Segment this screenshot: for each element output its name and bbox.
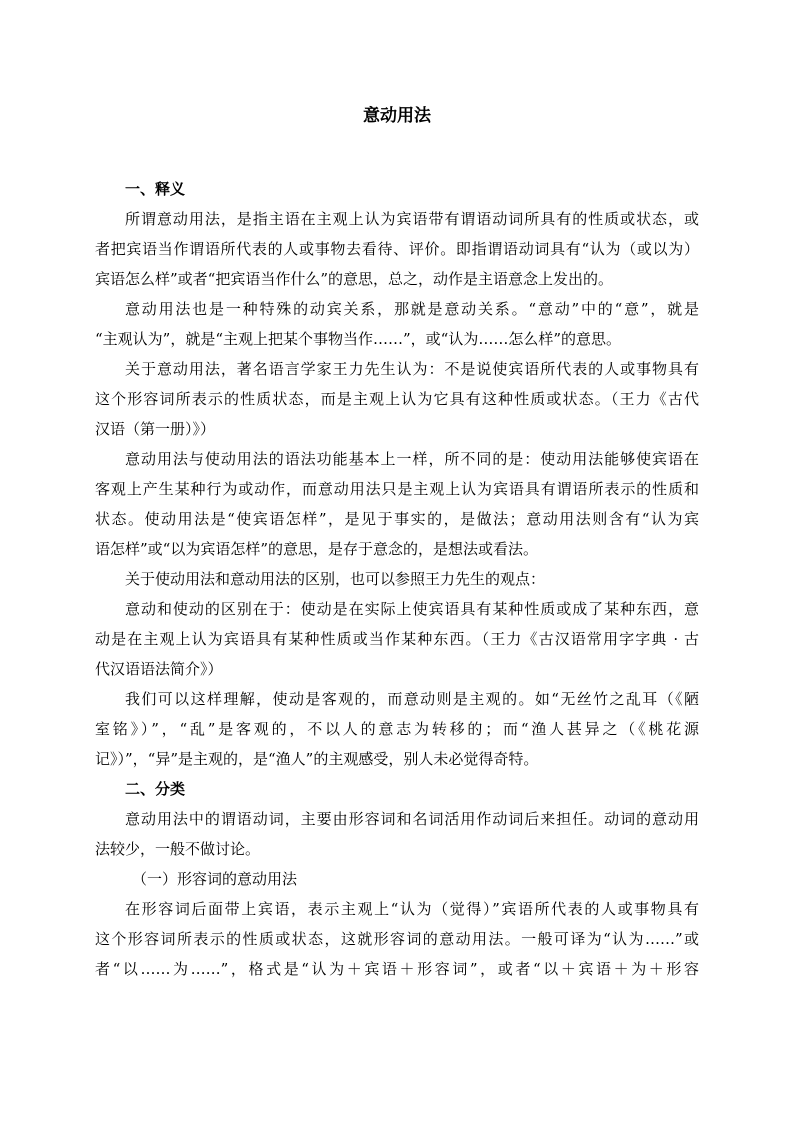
text-line: 这个形容词所表示的性质或状态，这就形容词的意动用法。一般可译为“认为……”或 xyxy=(95,930,699,948)
text-line: 动是在主观上认为宾语具有某种性质或当作某种东西。（王力《古汉语常用字字典 · 古 xyxy=(95,630,699,648)
text-line: 语怎样”或“以为宾语怎样”的意思，是存于意念的，是想法或看法。 xyxy=(95,540,539,558)
text-line: 汉语（第一册）》） xyxy=(95,420,216,438)
text-line: 关于使动用法和意动用法的区别，也可以参照王力先生的观点： xyxy=(125,570,546,588)
text-line: 在形容词后面带上宾语，表示主观上“认为（觉得）”宾语所代表的人或事物具有 xyxy=(125,900,699,918)
text-line: 客观上产生某种行为或动作，而意动用法只是主观上认为宾语具有谓语所表示的性质和 xyxy=(95,480,699,498)
text-line: 代汉语语法简介》） xyxy=(95,660,223,678)
text-line: 这个形容词所表示的性质状态，而是主观上认为它具有这种性质或状态。（王力《古代 xyxy=(95,390,699,408)
text-line: 者“以……为……”，格式是“认为＋宾语＋形容词”，或者“以＋宾语＋为＋形容 xyxy=(95,960,699,978)
text-line: （一）形容词的意动用法 xyxy=(132,870,298,888)
text-line: 关于意动用法，著名语言学家王力先生认为：不是说使宾语所代表的人或事物具有 xyxy=(125,360,699,378)
text-line: 意动用法与使动用法的语法功能基本上一样，所不同的是：使动用法能够使宾语在 xyxy=(125,450,699,468)
text-line: 者把宾语当作谓语所代表的人或事物去看待、评价。即指谓语动词具有“认为（或以为） xyxy=(95,240,699,258)
text-line: 状态。使动用法是“使宾语怎样”，是见于事实的，是做法；意动用法则含有“认为宾 xyxy=(95,510,699,528)
text-line: 意动和使动的区别在于：使动是在实际上使宾语具有某种性质或成了某种东西，意 xyxy=(125,600,699,618)
text-line: 所谓意动用法，是指主语在主观上认为宾语带有谓语动词所具有的性质或状态，或 xyxy=(125,210,699,228)
document-body xyxy=(95,174,699,984)
text-line: 意动用法中的谓语动词，主要由形容词和名词活用作动词后来担任。动词的意动用 xyxy=(125,810,699,828)
text-line: 意动用法也是一种特殊的动宾关系，那就是意动关系。“意动”中的“意”，就是 xyxy=(125,300,699,318)
text-line: 法较少，一般不做讨论。 xyxy=(95,840,261,858)
section-heading: 一、释义 xyxy=(125,180,186,198)
section-heading: 二、分类 xyxy=(125,780,186,798)
text-line: 记》）”，“异”是主观的，是“渔人”的主观感受，别人未必觉得奇特。 xyxy=(95,750,539,768)
text-line: 我们可以这样理解，使动是客观的，而意动则是主观的。如“无丝竹之乱耳（《陋 xyxy=(125,690,699,708)
text-line: “主观认为”，就是“主观上把某个事物当作……”，或“认为……怎么样”的意思。 xyxy=(95,330,622,348)
page-title: 意动用法 xyxy=(363,106,431,126)
text-line: 宾语怎么样”或者“把宾语当作什么”的意思，总之，动作是主语意念上发出的。 xyxy=(95,270,614,288)
text-line: 室铭》）”，“乱”是客观的，不以人的意志为转移的；而“渔人甚异之（《桃花源 xyxy=(95,720,699,738)
